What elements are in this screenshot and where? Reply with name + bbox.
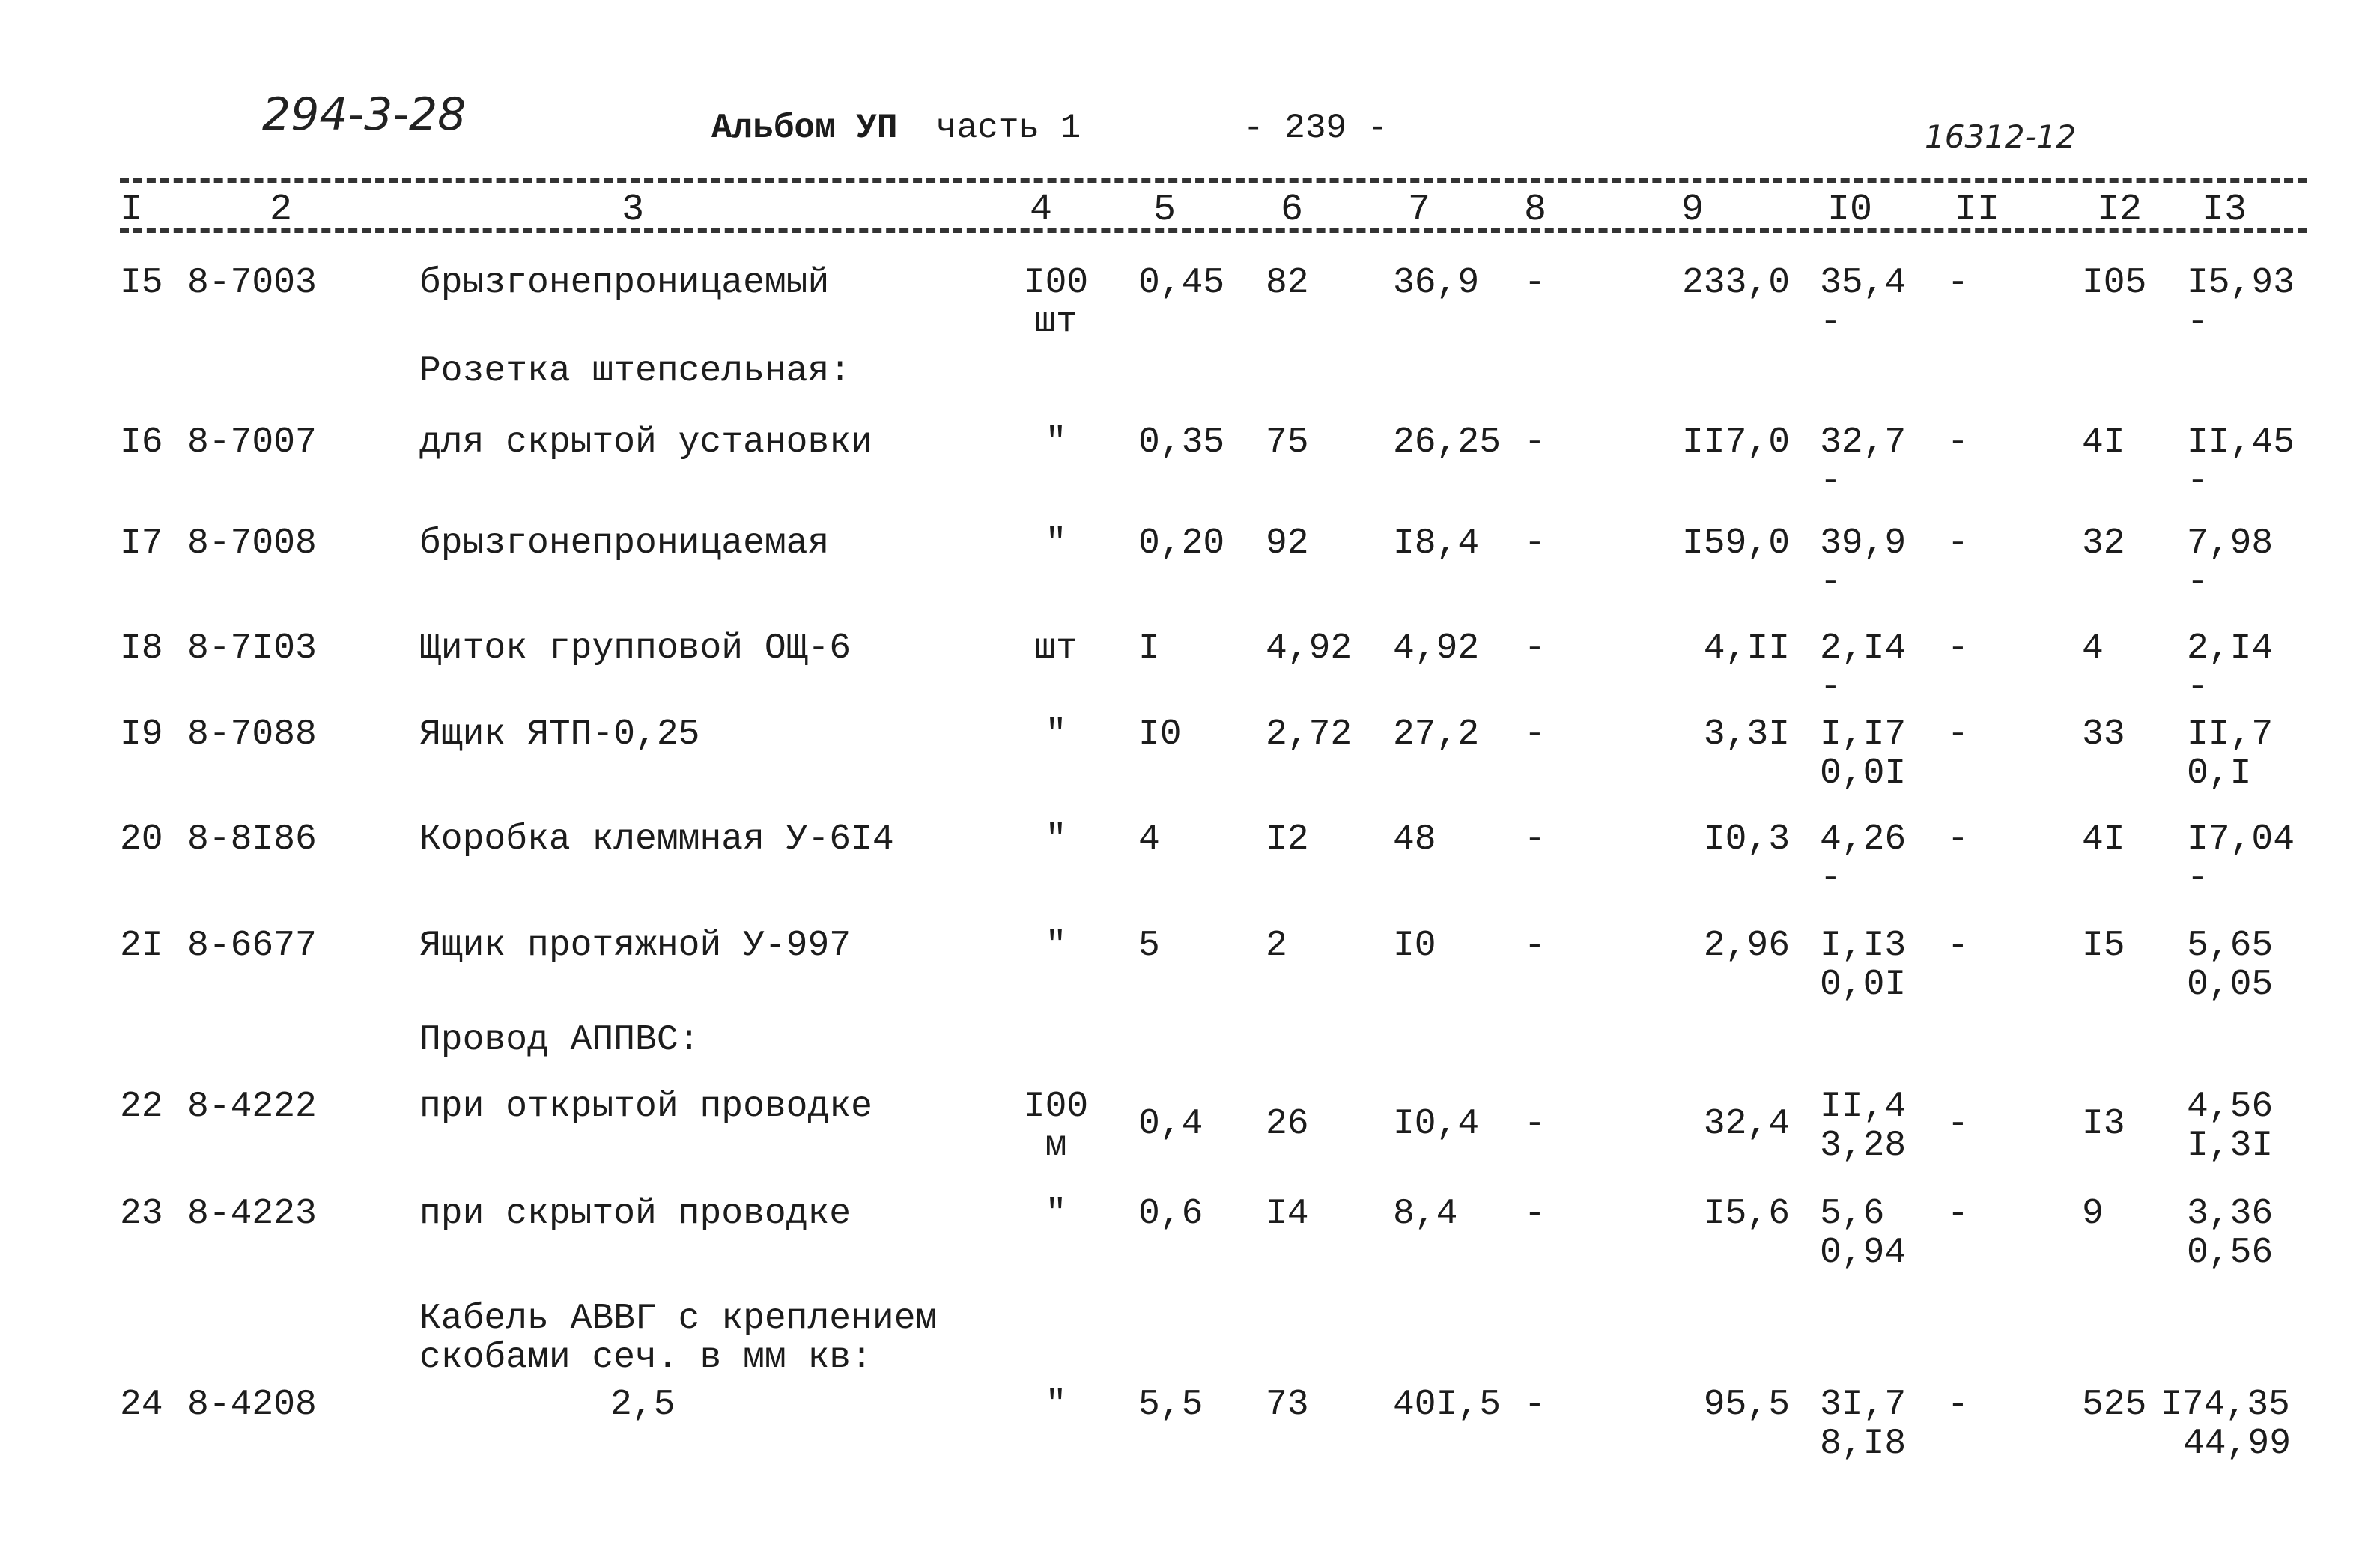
item-name: брызгонепроницаемый [419, 263, 830, 303]
album-title: Альбом УП [711, 109, 898, 148]
cell-11: - [1947, 263, 1969, 303]
group-title: Провод АППВС: [419, 1020, 700, 1060]
cell-9: 2,96 [1703, 926, 1790, 966]
cell-6: 92 [1266, 523, 1309, 564]
price-code: 8-7003 [187, 263, 317, 303]
handwritten-code-right: 16312-12 [1925, 118, 2077, 155]
cell-12: I3 [2082, 1104, 2125, 1144]
cell-9: I0,3 [1703, 819, 1790, 860]
cell-5: 0,6 [1138, 1194, 1203, 1234]
price-code: 8-7088 [187, 714, 317, 755]
price-code: 8-6677 [187, 926, 317, 966]
cell-9: 4,II [1703, 628, 1790, 669]
col-head-6: 6 [1281, 189, 1304, 231]
unit: " [1045, 819, 1067, 860]
cell-8: - [1524, 523, 1546, 564]
cell-7: I0,4 [1393, 1104, 1480, 1144]
cell-11: - [1947, 819, 1969, 860]
col-head-7: 7 [1408, 189, 1431, 231]
cell-13: I5,93 - [2187, 263, 2295, 342]
cell-8: - [1524, 263, 1546, 303]
cell-12: 33 [2082, 714, 2125, 755]
cell-13: 3,36 0,56 [2187, 1194, 2274, 1273]
item-name: Ящик ЯТП-0,25 [419, 714, 700, 755]
cell-7: 40I,5 [1393, 1385, 1502, 1425]
cell-6: 4,92 [1266, 628, 1353, 669]
cell-11: - [1947, 1104, 1969, 1144]
item-name: Коробка клеммная У-6I4 [419, 819, 894, 860]
unit: " [1045, 523, 1067, 564]
cell-5: I [1138, 628, 1160, 669]
col-head-10: I0 [1827, 189, 1873, 231]
group-title: Кабель АВВГ с креплением скобами сеч. в мм кв: [419, 1299, 938, 1378]
cell-11: - [1947, 714, 1969, 755]
item-name: при скрытой проводке [419, 1194, 851, 1234]
cell-10: I,I3 0,0I [1820, 926, 1907, 1005]
cell-7: I8,4 [1393, 523, 1480, 564]
price-code: 8-7008 [187, 523, 317, 564]
col-head-3: 3 [622, 189, 645, 231]
row-number: I5 [120, 263, 163, 303]
cell-7: I0 [1393, 926, 1436, 966]
cell-8: - [1524, 819, 1546, 860]
cell-6: I4 [1266, 1194, 1309, 1234]
row-number: 22 [120, 1087, 163, 1127]
item-name: Ящик протяжной У-997 [419, 926, 851, 966]
cell-9: II7,0 [1681, 422, 1790, 463]
item-name: для скрытой установки [419, 422, 872, 463]
cell-7: 26,25 [1393, 422, 1502, 463]
unit: " [1045, 1385, 1067, 1425]
cell-8: - [1524, 926, 1546, 966]
cell-11: - [1947, 926, 1969, 966]
unit: " [1045, 714, 1067, 755]
cell-7: 36,9 [1393, 263, 1480, 303]
col-head-2: 2 [270, 189, 293, 231]
cell-8: - [1524, 1385, 1546, 1425]
cell-13: II,7 0,I [2187, 714, 2274, 794]
cell-9: 95,5 [1703, 1385, 1790, 1425]
price-code: 8-7I03 [187, 628, 317, 669]
cell-9: 32,4 [1703, 1104, 1790, 1144]
cell-13: 7,98 - [2187, 523, 2274, 603]
page-number: - 239 - [1243, 109, 1388, 148]
cell-8: - [1524, 422, 1546, 463]
cell-5: 0,4 [1138, 1104, 1203, 1144]
cell-10: 39,9 - [1820, 523, 1907, 603]
cell-8: - [1524, 1104, 1546, 1144]
cell-7: 4,92 [1393, 628, 1480, 669]
col-head-4: 4 [1030, 189, 1053, 231]
cell-10: 3I,7 8,I8 [1820, 1385, 1907, 1464]
cell-12: 4I [2082, 422, 2125, 463]
cell-6: 26 [1266, 1104, 1309, 1144]
cell-6: 73 [1266, 1385, 1309, 1425]
unit: шт [1034, 628, 1078, 669]
cell-8: - [1524, 714, 1546, 755]
cell-6: I2 [1266, 819, 1309, 860]
col-head-11: II [1955, 189, 2000, 231]
cell-13: II,45 - [2187, 422, 2295, 502]
cell-5: 0,20 [1138, 523, 1225, 564]
cell-9: I59,0 [1681, 523, 1790, 564]
col-head-12: I2 [2097, 189, 2143, 231]
cell-10: 32,7 - [1820, 422, 1907, 502]
price-code: 8-4222 [187, 1087, 317, 1127]
col-head-9: 9 [1681, 189, 1704, 231]
cell-8: - [1524, 1194, 1546, 1234]
cell-10: I,I7 0,0I [1820, 714, 1907, 794]
cell-11: - [1947, 1194, 1969, 1234]
col-head-5: 5 [1153, 189, 1177, 231]
cell-13: 2,I4 - [2187, 628, 2274, 708]
cell-6: 2,72 [1266, 714, 1353, 755]
cell-11: - [1947, 628, 1969, 669]
cell-6: 82 [1266, 263, 1309, 303]
cell-8: - [1524, 628, 1546, 669]
handwritten-code-left: 294-3-28 [262, 88, 467, 141]
cell-5: 5,5 [1138, 1385, 1203, 1425]
row-number: I7 [120, 523, 163, 564]
cell-12: I05 [2082, 263, 2147, 303]
cell-9: 233,0 [1681, 263, 1790, 303]
header-rule-top [120, 178, 2307, 183]
row-number: I8 [120, 628, 163, 669]
cell-5: 0,35 [1138, 422, 1225, 463]
item-name: Щиток групповой ОЩ-6 [419, 628, 851, 669]
row-number: 24 [120, 1385, 163, 1425]
cell-10: 2,I4 - [1820, 628, 1907, 708]
cell-10: II,4 3,28 [1820, 1087, 1907, 1166]
unit: " [1045, 1194, 1067, 1234]
item-name: при открытой проводке [419, 1087, 872, 1127]
cell-12: 4I [2082, 819, 2125, 860]
cell-5: I0 [1138, 714, 1182, 755]
unit: I00 м [1023, 1087, 1089, 1166]
unit: I00 шт [1023, 263, 1089, 342]
cell-13: I7,04 - [2187, 819, 2295, 899]
col-head-13: I3 [2202, 189, 2247, 231]
cell-13: I74,35 44,99 [2161, 1385, 2292, 1464]
item-name: 2,5 [610, 1385, 676, 1425]
row-number: 23 [120, 1194, 163, 1234]
unit: " [1045, 926, 1067, 966]
cell-5: 5 [1138, 926, 1160, 966]
cell-12: 4 [2082, 628, 2104, 669]
cell-6: 2 [1266, 926, 1287, 966]
row-number: 20 [120, 819, 163, 860]
cell-9: I5,6 [1703, 1194, 1790, 1234]
cell-5: 0,45 [1138, 263, 1225, 303]
cell-12: 32 [2082, 523, 2125, 564]
cell-9: 3,3I [1703, 714, 1790, 755]
price-code: 8-8I86 [187, 819, 317, 860]
cell-11: - [1947, 422, 1969, 463]
price-code: 8-4223 [187, 1194, 317, 1234]
cell-13: 5,65 0,05 [2187, 926, 2274, 1005]
cell-7: 48 [1393, 819, 1436, 860]
cell-12: I5 [2082, 926, 2125, 966]
group-title: Розетка штепсельная: [419, 351, 851, 392]
cell-7: 27,2 [1393, 714, 1480, 755]
item-name: брызгонепроницаемая [419, 523, 830, 564]
cell-12: 525 [2082, 1385, 2147, 1425]
cell-7: 8,4 [1393, 1194, 1458, 1234]
col-head-8: 8 [1524, 189, 1547, 231]
cell-6: 75 [1266, 422, 1309, 463]
unit: " [1045, 422, 1067, 463]
album-part: часть 1 [936, 109, 1081, 148]
price-code: 8-4208 [187, 1385, 317, 1425]
row-number: 2I [120, 926, 163, 966]
cell-11: - [1947, 1385, 1969, 1425]
cell-10: 4,26 - [1820, 819, 1907, 899]
row-number: I6 [120, 422, 163, 463]
cell-5: 4 [1138, 819, 1160, 860]
col-head-1: I [120, 189, 143, 231]
cell-13: 4,56 I,3I [2187, 1087, 2274, 1166]
price-code: 8-7007 [187, 422, 317, 463]
cell-10: 5,6 0,94 [1820, 1194, 1907, 1273]
cell-10: 35,4 - [1820, 263, 1907, 342]
cell-12: 9 [2082, 1194, 2104, 1234]
row-number: I9 [120, 714, 163, 755]
cell-11: - [1947, 523, 1969, 564]
